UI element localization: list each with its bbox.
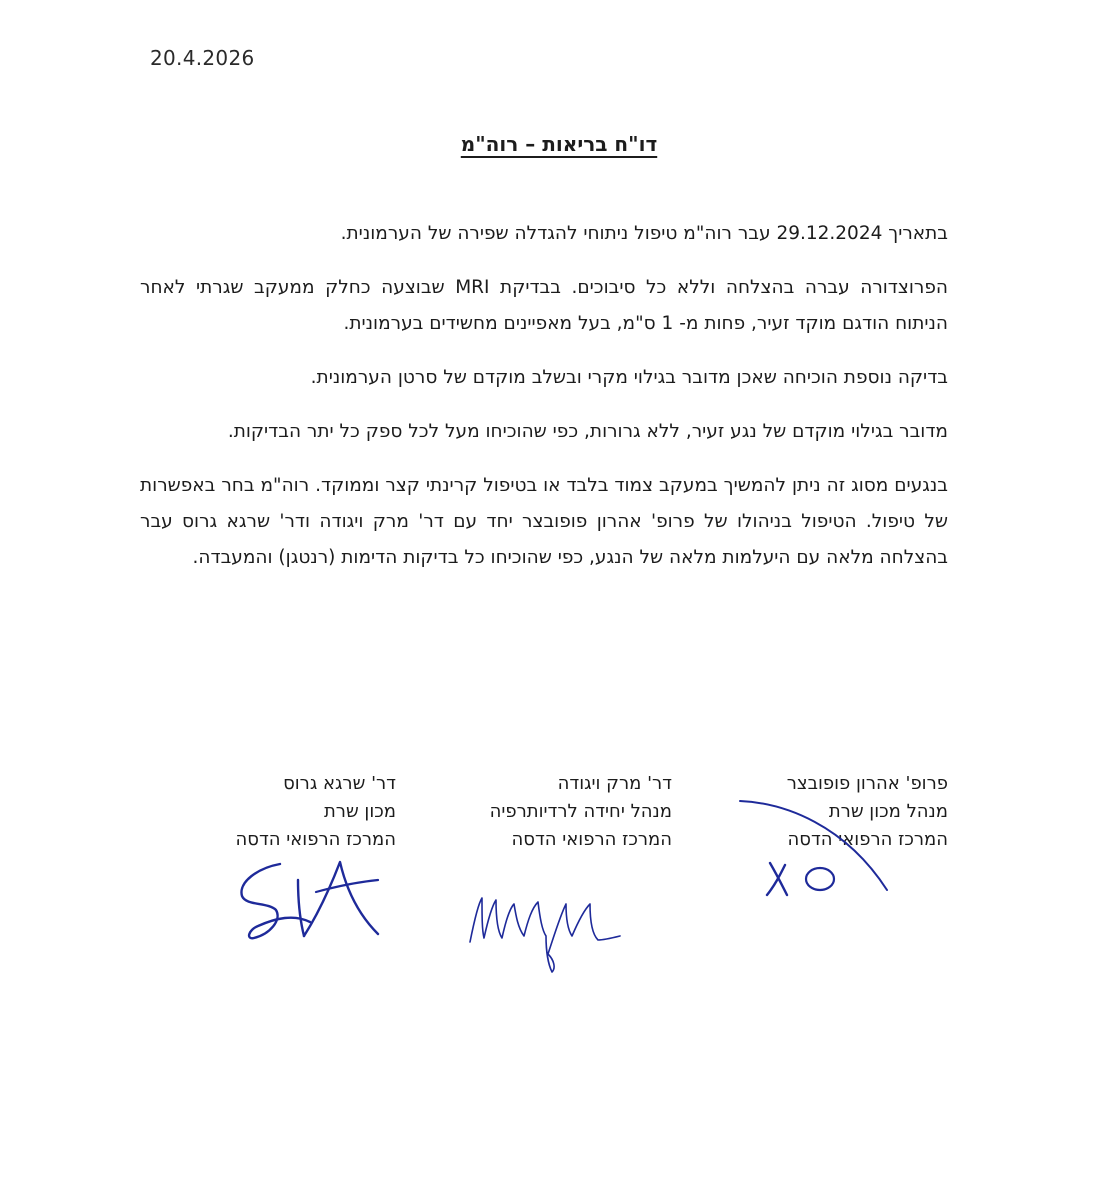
signer-institution: המרכז הרפואי הדסה (511, 829, 672, 850)
signer-role: מנהל יחידה לרדיותרפיה (489, 801, 672, 822)
signature-vigoda (462, 880, 627, 980)
document-title: דו"ח בריאות – רוה"מ (460, 132, 658, 156)
paragraph-mri-finding: הפרוצדורה עברה בהצלחה וללא כל סיבוכים. בבדיקת MRI שבוצעה כחלק ממעקב שגרתי לאחר הניתוח הודגם מוקד זעיר, פחות מ- 1 ס"מ, בעל מאפיינים מחשידים בערמונית. (140, 277, 949, 334)
signer-institution: המרכז הרפואי הדסה (787, 829, 948, 850)
paragraph-treatment: בנגעים מסוג זה ניתן להמשיך במעקב צמוד בלבד או בטיפול קרינתי קצר וממוקד. רוה"מ בחר באפשרות של טיפול. הטיפול בניהולו של פרופ' אהרון פופובצר יחד עם דר' מרק ויגודה ודר' שרגא גרוס עבר בהצלחה מלאה עם היעלמות מלאה של הנגע, כפי שהוכיחו כל בדיקות הדימות (רנטגן) והמעבדה. (140, 475, 948, 568)
paragraph-surgery: בתאריך 29.12.2024 עבר רוה"מ טיפול ניתוחי להגדלה שפירה של הערמונית. (340, 223, 948, 244)
signature-gross (228, 852, 388, 952)
signer-name: דר' שרגא גרוס (283, 773, 396, 794)
signer-institution: המרכז הרפואי הדסה (235, 829, 396, 850)
signer-block-gross (236, 770, 397, 854)
paragraph-diagnosis: בדיקה נוספת הוכיחה שאכן מדובר בגילוי מקרי ובשלב מוקדם של סרטן הערמונית. (310, 367, 948, 388)
signature-popovtzer (735, 795, 905, 905)
signer-role: מכון שרת (323, 801, 396, 822)
document-body (140, 216, 948, 594)
document-date: 20.4.2026 (150, 46, 255, 70)
signer-name: דר' מרק ויגודה (557, 773, 672, 794)
signer-role: מנהל מכון שרת (828, 801, 948, 822)
signer-block-vigoda (490, 770, 672, 854)
paragraph-early-detection: מדובר בגילוי מוקדם של נגע זעיר, ללא גרורות, כפי שהוכיחו מעל לכל ספק כל יתר הבדיקות. (227, 421, 948, 442)
signer-name: פרופ' אהרון פופובצר (786, 773, 948, 794)
